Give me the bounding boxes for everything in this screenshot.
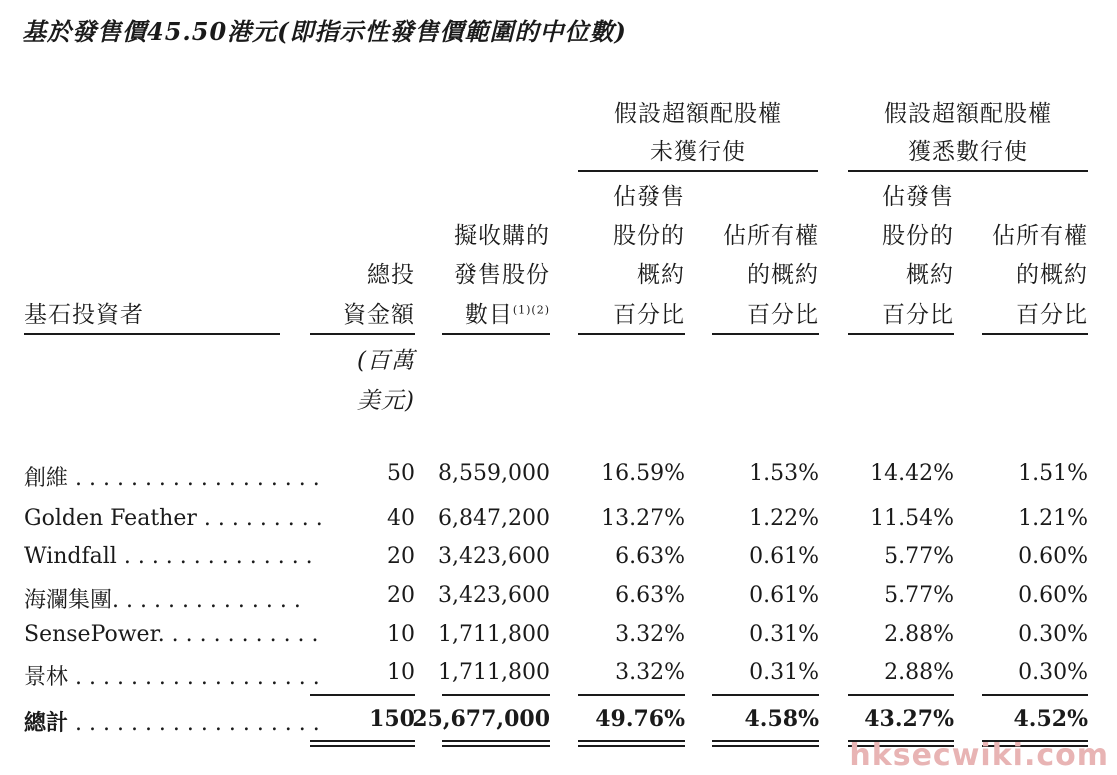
row-pct-offer-b: 2.88% [884,622,954,647]
row-investment: 40 [387,506,415,531]
subtotal-rule-pct-offer-b [848,694,954,696]
row-pct-total-a: 1.22% [749,506,819,531]
header-rule-investor [24,333,280,335]
header-pct-total-b-line3: 百分比 [1016,302,1088,328]
subtotal-rule-pct-offer-a [578,694,685,696]
row-shares: 6,847,200 [438,506,550,531]
header-shares-line3 [465,296,550,329]
row-investor-name: Golden Feather . . . . . . . . . [24,506,323,531]
subtotal-rule-pct-total-a [712,694,819,696]
header-investor: 基石投資者 [24,302,144,328]
row-pct-total-b: 0.30% [1018,660,1088,685]
row-pct-offer-b: 14.42% [870,461,954,486]
header-shares-line2: 發售股份 [454,262,550,288]
header-pct-offer-b-line1: 佔發售 [882,184,954,210]
row-pct-total-b: 1.51% [1018,461,1088,486]
header-pct-offer-a-line4: 百分比 [613,302,685,328]
header-pct-total-a-line3: 百分比 [747,302,819,328]
total-double-rule-shares [442,740,550,747]
total-investment: 150 [369,706,415,732]
row-shares: 3,423,600 [438,544,550,569]
row-investment: 10 [387,660,415,685]
row-shares: 8,559,000 [438,461,550,486]
total-label: 總計 . . . . . . . . . . . . . . . . . . [24,710,320,736]
table-title: 基於發售價45.50港元(即指示性發售價範圍的中位數) [22,17,627,46]
row-pct-offer-b: 5.77% [884,544,954,569]
row-shares: 3,423,600 [438,583,550,608]
group-header-not-exercised-line2: 未獲行使 [650,139,746,165]
group-rule-not-exercised [578,170,818,172]
header-investment-line1: 總投 [367,262,415,288]
total-pct-offer-a: 49.76% [595,706,685,732]
header-pct-total-b-line2: 的概約 [1016,262,1088,288]
header-investment-line2: 資金額 [343,302,415,328]
total-pct-offer-b: 43.27% [864,706,954,732]
row-pct-offer-a: 16.59% [601,461,685,486]
total-pct-total-b: 4.52% [1013,706,1088,732]
row-investor-name: 創維 . . . . . . . . . . . . . . . . . . [24,466,320,491]
row-investor-name: 景林 . . . . . . . . . . . . . . . . . . [24,665,320,690]
subtotal-rule-pct-total-b [982,694,1088,696]
header-shares-line1: 擬收購的 [454,223,550,249]
header-rule-pct-offer-a [578,333,685,335]
unit-line1: (百萬 [357,348,415,374]
row-pct-offer-b: 11.54% [870,506,954,531]
total-double-rule-pct-total-a [712,740,819,747]
row-shares: 1,711,800 [438,660,550,685]
header-pct-offer-a-line3: 概約 [637,262,685,288]
subtotal-rule-investment [310,694,415,696]
header-pct-offer-a-line2: 股份的 [613,223,685,249]
header-rule-pct-total-b [982,333,1088,335]
row-pct-offer-b: 2.88% [884,660,954,685]
row-pct-total-b: 0.60% [1018,583,1088,608]
total-pct-total-a: 4.58% [744,706,819,732]
row-pct-offer-b: 5.77% [884,583,954,608]
header-rule-pct-total-a [712,333,819,335]
total-double-rule-investment [310,740,415,747]
watermark: hksecwiki.com [849,738,1109,773]
header-shares-footnote: (1)(2) [512,303,550,317]
row-pct-total-b: 0.60% [1018,544,1088,569]
total-double-rule-pct-offer-a [578,740,685,747]
subtotal-rule-shares [442,694,550,696]
row-pct-offer-a: 13.27% [601,506,685,531]
header-pct-total-b-line1: 佔所有權 [992,223,1088,249]
group-header-fully-exercised-line2: 獲悉數行使 [908,139,1028,165]
group-header-not-exercised-line1: 假設超額配股權 [614,101,782,127]
row-investor-name: 海瀾集團. . . . . . . . . . . . . . [24,588,301,613]
row-pct-offer-a: 3.32% [615,622,685,647]
header-rule-investment [310,333,415,335]
row-investor-name: SensePower. . . . . . . . . . . . [24,622,319,647]
header-rule-shares [442,333,550,335]
row-pct-total-a: 1.53% [749,461,819,486]
row-pct-offer-a: 6.63% [615,583,685,608]
header-rule-pct-offer-b [848,333,954,335]
row-pct-total-b: 0.30% [1018,622,1088,647]
header-pct-total-a-line1: 佔所有權 [723,223,819,249]
header-pct-total-a-line2: 的概約 [747,262,819,288]
row-pct-total-a: 0.61% [749,583,819,608]
row-investment: 20 [387,583,415,608]
header-pct-offer-a-line1: 佔發售 [613,184,685,210]
row-pct-offer-a: 3.32% [615,660,685,685]
row-investor-name: Windfall . . . . . . . . . . . . . . [24,544,313,569]
header-shares-label: 數目 [464,302,513,328]
unit-line2: 美元) [357,388,415,414]
row-investment: 20 [387,544,415,569]
row-shares: 1,711,800 [438,622,550,647]
header-pct-offer-b-line3: 概約 [906,262,954,288]
header-pct-offer-b-line4: 百分比 [882,302,954,328]
row-pct-total-b: 1.21% [1018,506,1088,531]
row-pct-total-a: 0.61% [749,544,819,569]
header-pct-offer-b-line2: 股份的 [882,223,954,249]
row-investment: 50 [387,461,415,486]
total-shares: 25,677,000 [412,706,550,732]
group-rule-fully-exercised [848,170,1088,172]
row-investment: 10 [387,622,415,647]
row-pct-total-a: 0.31% [749,622,819,647]
row-pct-total-a: 0.31% [749,660,819,685]
row-pct-offer-a: 6.63% [615,544,685,569]
group-header-fully-exercised-line1: 假設超額配股權 [884,101,1052,127]
